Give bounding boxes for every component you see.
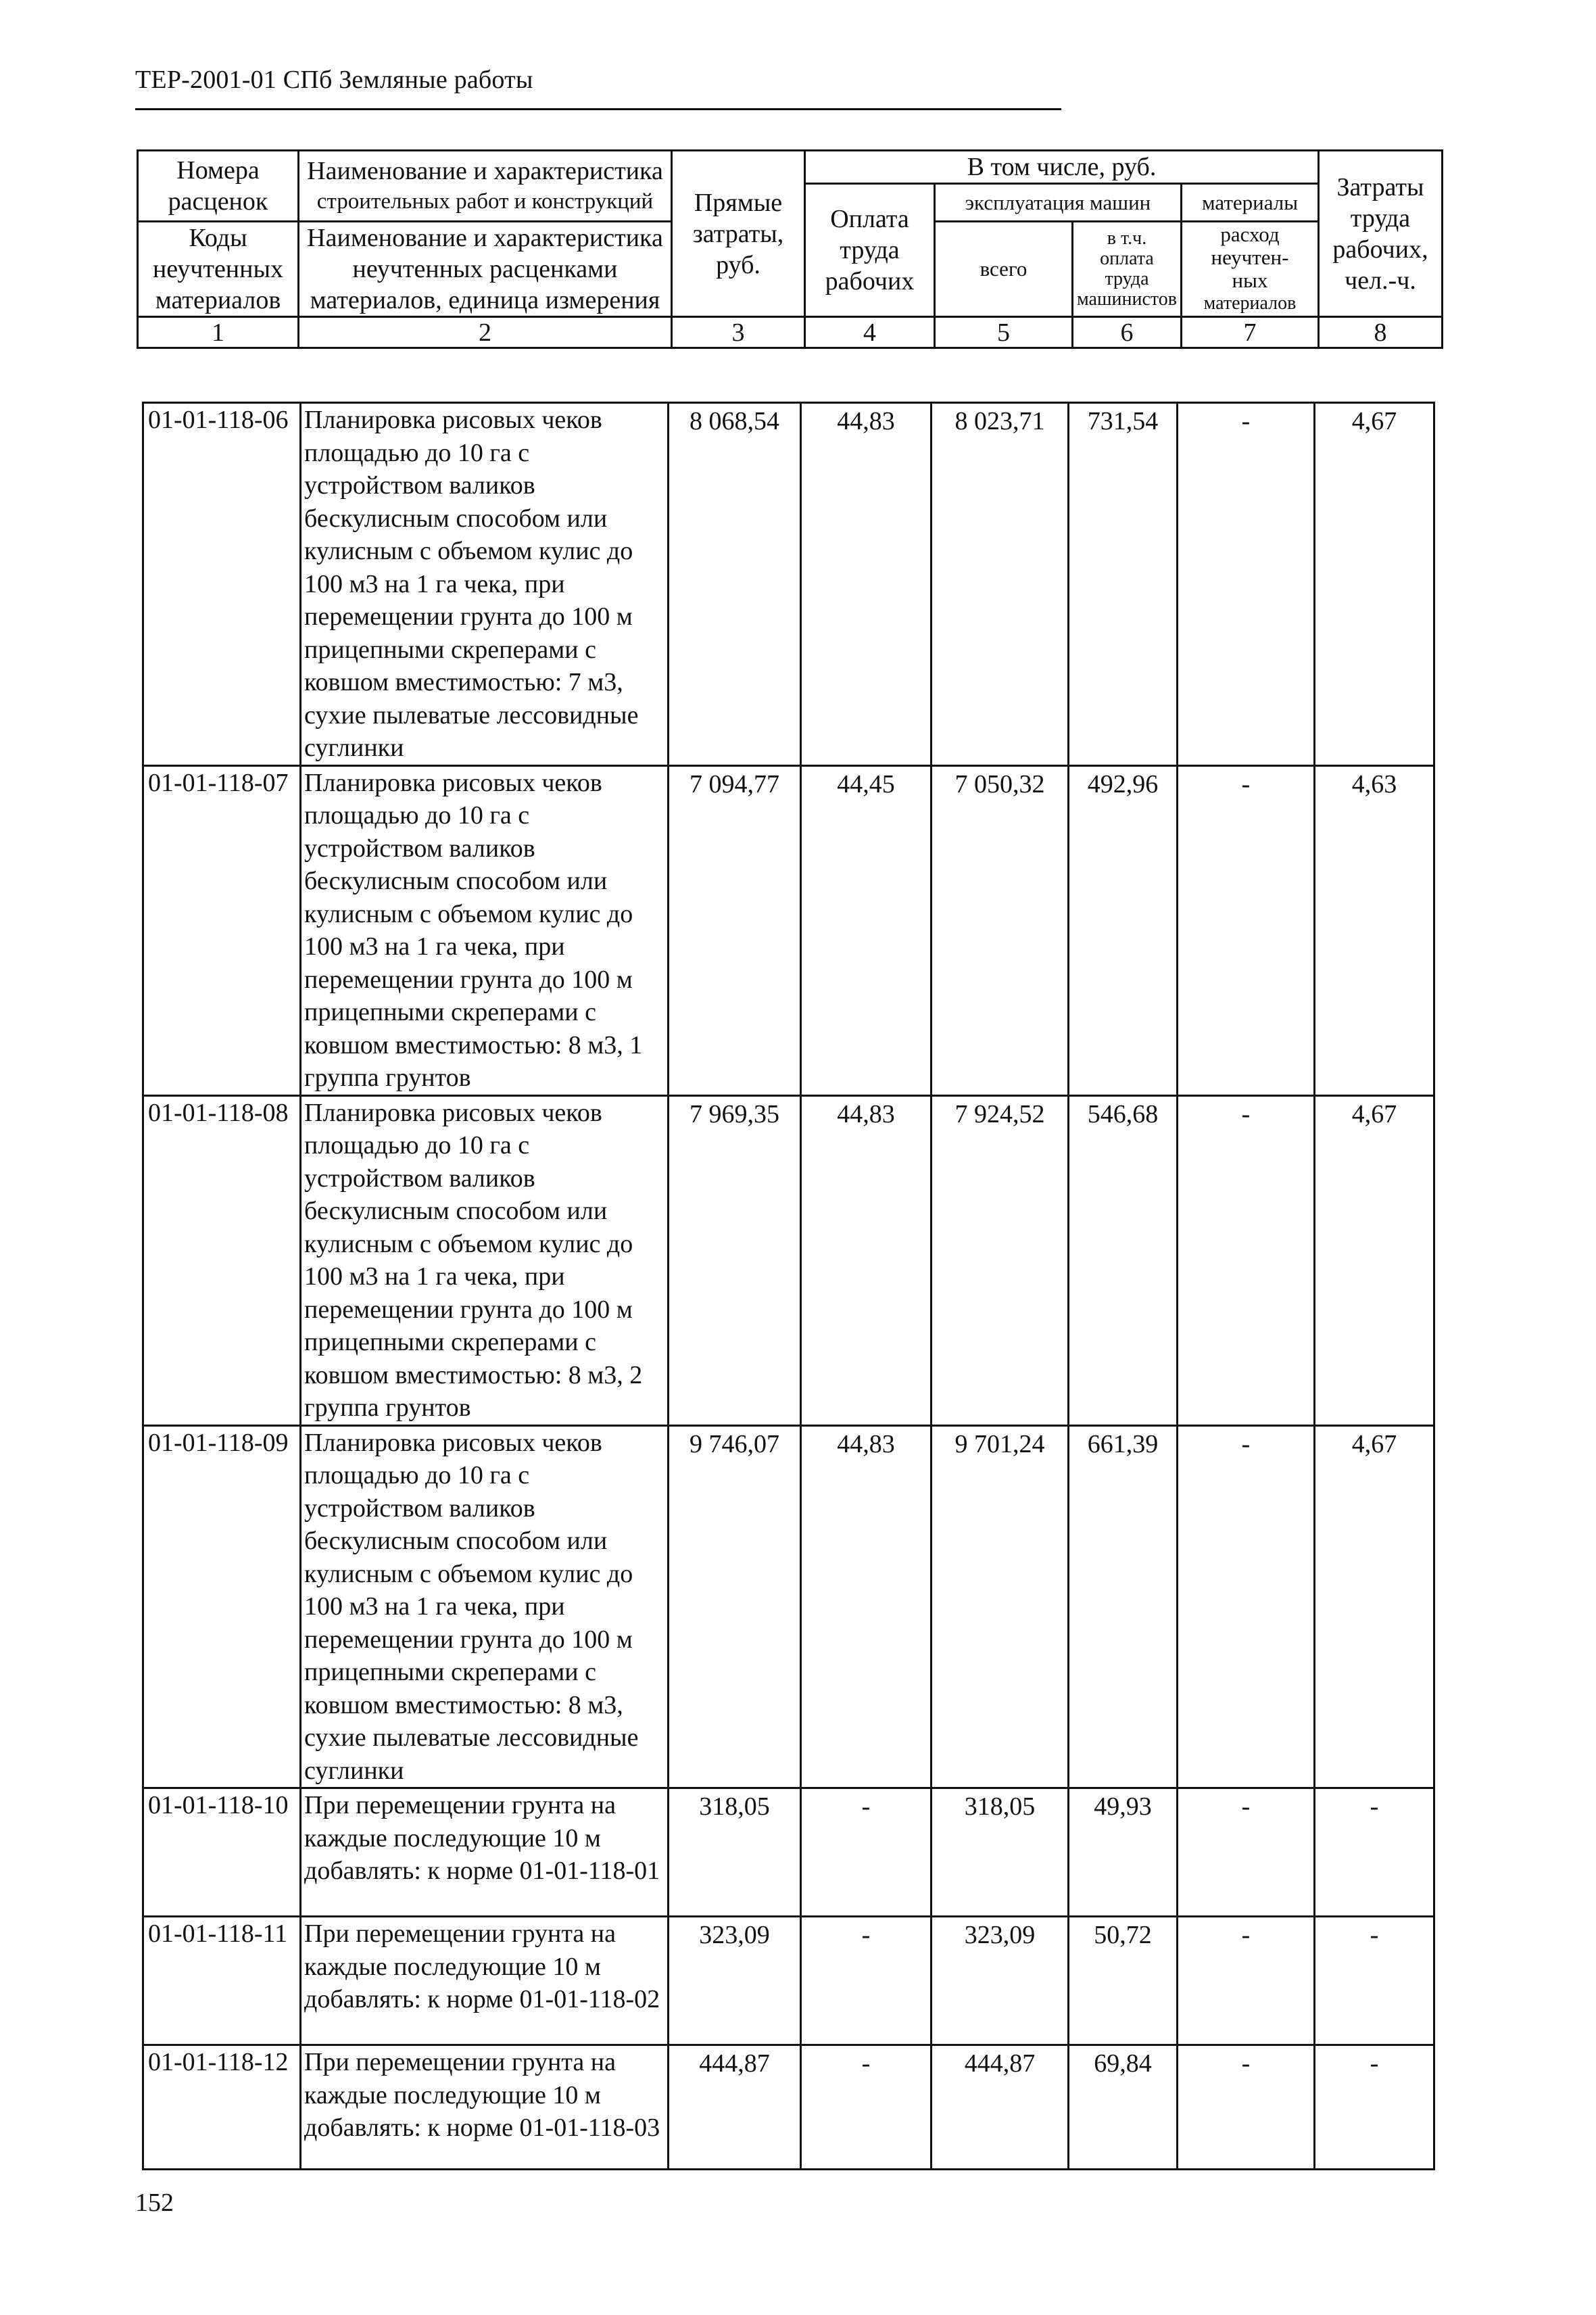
header-unaccounted-codes: Коды неучтенных материалов [138,222,299,317]
labor-pay: - [801,1788,932,1917]
header-machinist-pay: в т.ч. оплата труда машинистов [1073,222,1182,317]
labor-pay: - [801,2045,932,2170]
header-unaccounted-name: Наименование и характеристика неучтенных расценками материалов, единица измерения [299,222,672,317]
machinist-pay: 661,39 [1069,1425,1178,1788]
direct-costs: 323,09 [669,1917,801,2045]
header-unaccounted-materials: расход неучтен- ных материалов [1182,222,1319,317]
materials: - [1178,1788,1315,1917]
table-row [143,1788,1434,1917]
table-row [143,765,1434,1095]
materials: - [1178,1917,1315,2045]
rate-code: 01-01-118-06 [143,403,301,766]
machines-total: 9 701,24 [932,1425,1069,1788]
rate-description: Планировка рисовых чеков площадью до 10 га с устройством валиков бескулисным способом или кулисным с объемом кулис до 100 м3 на 1 га чека, при перемещении грунта до 100 м прицепными скреперами с ковшом вместимостью: 8 м3, 2 группа грунтов [301,1095,669,1425]
labor-hours: 4,63 [1315,765,1434,1095]
table-row [143,1425,1434,1788]
column-number: 2 [299,317,672,348]
labor-hours: 4,67 [1315,1095,1434,1425]
column-number: 5 [935,317,1073,348]
machines-total: 318,05 [932,1788,1069,1917]
machines-total: 7 050,32 [932,765,1069,1095]
direct-costs: 8 068,54 [669,403,801,766]
labor-pay: - [801,1917,932,2045]
rate-code: 01-01-118-12 [143,2045,301,2170]
labor-hours: 4,67 [1315,403,1434,766]
column-number: 6 [1073,317,1182,348]
direct-costs: 7 969,35 [669,1095,801,1425]
machines-total: 7 924,52 [932,1095,1069,1425]
materials: - [1178,2045,1315,2170]
header-rate-numbers: Номера расценок [138,151,299,222]
machines-total: 8 023,71 [932,403,1069,766]
column-number: 4 [805,317,935,348]
header-machines-total: всего [935,222,1073,317]
table-row [143,2045,1434,2170]
machinist-pay: 492,96 [1069,765,1178,1095]
running-head: ТЕР-2001-01 СПб Земляные работы [135,66,533,94]
page-number: 152 [135,2189,174,2217]
rate-code: 01-01-118-09 [143,1425,301,1788]
labor-pay: 44,83 [801,1425,932,1788]
rate-description: При перемещении грунта на каждые последующие 10 м добавлять: к норме 01-01-118-01 [301,1788,669,1917]
labor-hours: - [1315,1788,1434,1917]
rate-code: 01-01-118-10 [143,1788,301,1917]
rate-code: 01-01-118-11 [143,1917,301,2045]
materials: - [1178,1425,1315,1788]
rate-description: Планировка рисовых чеков площадью до 10 га с устройством валиков бескулисным способом или кулисным с объемом кулис до 100 м3 на 1 га чека, при перемещении грунта до 100 м прицепными скреперами с ковшом вместимостью: 7 м3, сухие пылеватые лессовидные суглинки [301,403,669,766]
column-number: 7 [1182,317,1319,348]
direct-costs: 444,87 [669,2045,801,2170]
table-header [137,149,1443,349]
header-labor-pay: Оплата труда рабочих [805,184,935,317]
rate-description: При перемещении грунта на каждые последующие 10 м добавлять: к норме 01-01-118-03 [301,2045,669,2170]
machines-total: 444,87 [932,2045,1069,2170]
header-work-name: Наименование и характеристика строительных работ и конструкций [299,151,672,222]
rate-description: Планировка рисовых чеков площадью до 10 га с устройством валиков бескулисным способом или кулисным с объемом кулис до 100 м3 на 1 га чека, при перемещении грунта до 100 м прицепными скреперами с ковшом вместимостью: 8 м3, сухие пылеватые лессовидные суглинки [301,1425,669,1788]
labor-pay: 44,83 [801,403,932,766]
labor-pay: 44,45 [801,765,932,1095]
column-number: 1 [138,317,299,348]
header-direct-costs: Прямые затраты, руб. [672,151,805,317]
running-head-rule [135,108,1061,110]
labor-pay: 44,83 [801,1095,932,1425]
rate-code: 01-01-118-08 [143,1095,301,1425]
materials: - [1178,1095,1315,1425]
machinist-pay: 49,93 [1069,1788,1178,1917]
direct-costs: 9 746,07 [669,1425,801,1788]
labor-hours: - [1315,2045,1434,2170]
materials: - [1178,765,1315,1095]
table-row [143,403,1434,766]
machines-total: 323,09 [932,1917,1069,2045]
column-number: 8 [1319,317,1443,348]
direct-costs: 318,05 [669,1788,801,1917]
rates-table [142,402,1435,2170]
header-materials: материалы [1182,184,1319,222]
rate-description: При перемещении грунта на каждые последующие 10 м добавлять: к норме 01-01-118-02 [301,1917,669,2045]
materials: - [1178,403,1315,766]
direct-costs: 7 094,77 [669,765,801,1095]
table-row [143,1095,1434,1425]
header-group-including: В том числе, руб. [805,151,1319,184]
labor-hours: - [1315,1917,1434,2045]
column-number: 3 [672,317,805,348]
machinist-pay: 546,68 [1069,1095,1178,1425]
table-row [143,1917,1434,2045]
machinist-pay: 50,72 [1069,1917,1178,2045]
rate-description: Планировка рисовых чеков площадью до 10 га с устройством валиков бескулисным способом или кулисным с объемом кулис до 100 м3 на 1 га чека, при перемещении грунта до 100 м прицепными скреперами с ковшом вместимостью: 8 м3, 1 группа грунтов [301,765,669,1095]
rate-code: 01-01-118-07 [143,765,301,1095]
machinist-pay: 731,54 [1069,403,1178,766]
header-labor-hours: Затраты труда рабочих, чел.-ч. [1319,151,1443,317]
labor-hours: 4,67 [1315,1425,1434,1788]
machinist-pay: 69,84 [1069,2045,1178,2170]
header-machines: эксплуатация машин [935,184,1182,222]
